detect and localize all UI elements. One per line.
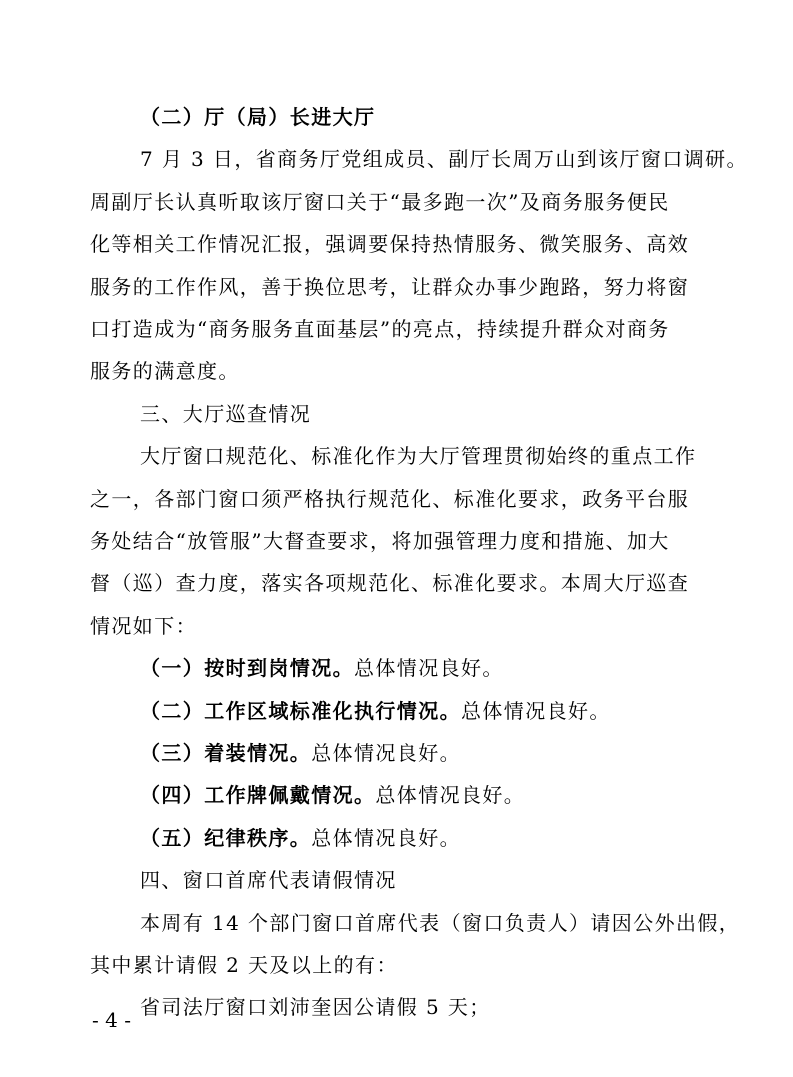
inspection-item-label: （四）工作牌佩戴情况。	[140, 783, 376, 808]
paragraph-line: 情况如下：	[90, 613, 197, 638]
paragraph-line: 其中累计请假 2 天及以上的有：	[90, 953, 398, 977]
inspection-item-label: （三）着装情况。	[140, 741, 312, 765]
inspection-item	[140, 653, 710, 683]
inspection-item-text: 总体情况良好。	[461, 698, 611, 723]
inspection-item-label: （一）按时到岗情况。	[140, 656, 354, 681]
inspection-item-text: 总体情况良好。	[311, 825, 462, 850]
paragraph-line: 督（巡）查力度，落实各项规范化、标准化要求。本周大厅巡查	[90, 571, 690, 596]
paragraph-line: 之一，各部门窗口须严格执行规范化、标准化要求，政务平台服	[90, 486, 690, 511]
paragraph-line: 7 月 3 日，省商务厅党组成员、副厅长周万山到该厅窗口调研。	[140, 147, 748, 172]
paragraph-line: 本周有 14 个部门窗口首席代表（窗口负责人）请因公外出假，	[140, 910, 741, 935]
inspection-item	[140, 780, 710, 810]
subheading-hall-visit: （二）厅（局）长进大厅	[140, 105, 376, 129]
paragraph-line: 化等相关工作情况汇报，强调要保持热情服务、微笑服务、高效	[90, 232, 690, 257]
paragraph-line: 务处结合“放管服”大督查要求，将加强管理力度和措施、加大	[90, 529, 670, 553]
page-number: - 4 -	[92, 1008, 131, 1032]
inspection-item	[140, 738, 710, 768]
section-title-leave: 四、窗口首席代表请假情况	[140, 868, 397, 893]
section-title-inspection: 三、大厅巡查情况	[140, 401, 312, 426]
inspection-item	[140, 696, 710, 726]
paragraph-line: 大厅窗口规范化、标准化作为大厅管理贯彻始终的重点工作	[140, 444, 697, 469]
inspection-item-text: 总体情况良好。	[375, 783, 526, 808]
paragraph-line: 口打造成为“商务服务直面基层”的亮点，持续提升群众对商务	[90, 317, 670, 341]
inspection-item-label: （二）工作区域标准化执行情况。	[140, 698, 461, 723]
paragraph-line: 周副厅长认真听取该厅窗口关于“最多跑一次”及商务服务便民	[90, 189, 670, 214]
inspection-item-text: 总体情况良好。	[311, 741, 462, 765]
inspection-item-label: （五）纪律秩序。	[140, 825, 312, 850]
paragraph-line: 服务的工作作风，善于换位思考，让群众办事少跑路，努力将窗	[90, 274, 690, 299]
inspection-item-text: 总体情况良好。	[354, 656, 504, 681]
inspection-item	[140, 823, 710, 853]
paragraph-line: 省司法厅窗口刘沛奎因公请假 5 天；	[140, 995, 491, 1020]
paragraph-line: 服务的满意度。	[90, 359, 240, 384]
